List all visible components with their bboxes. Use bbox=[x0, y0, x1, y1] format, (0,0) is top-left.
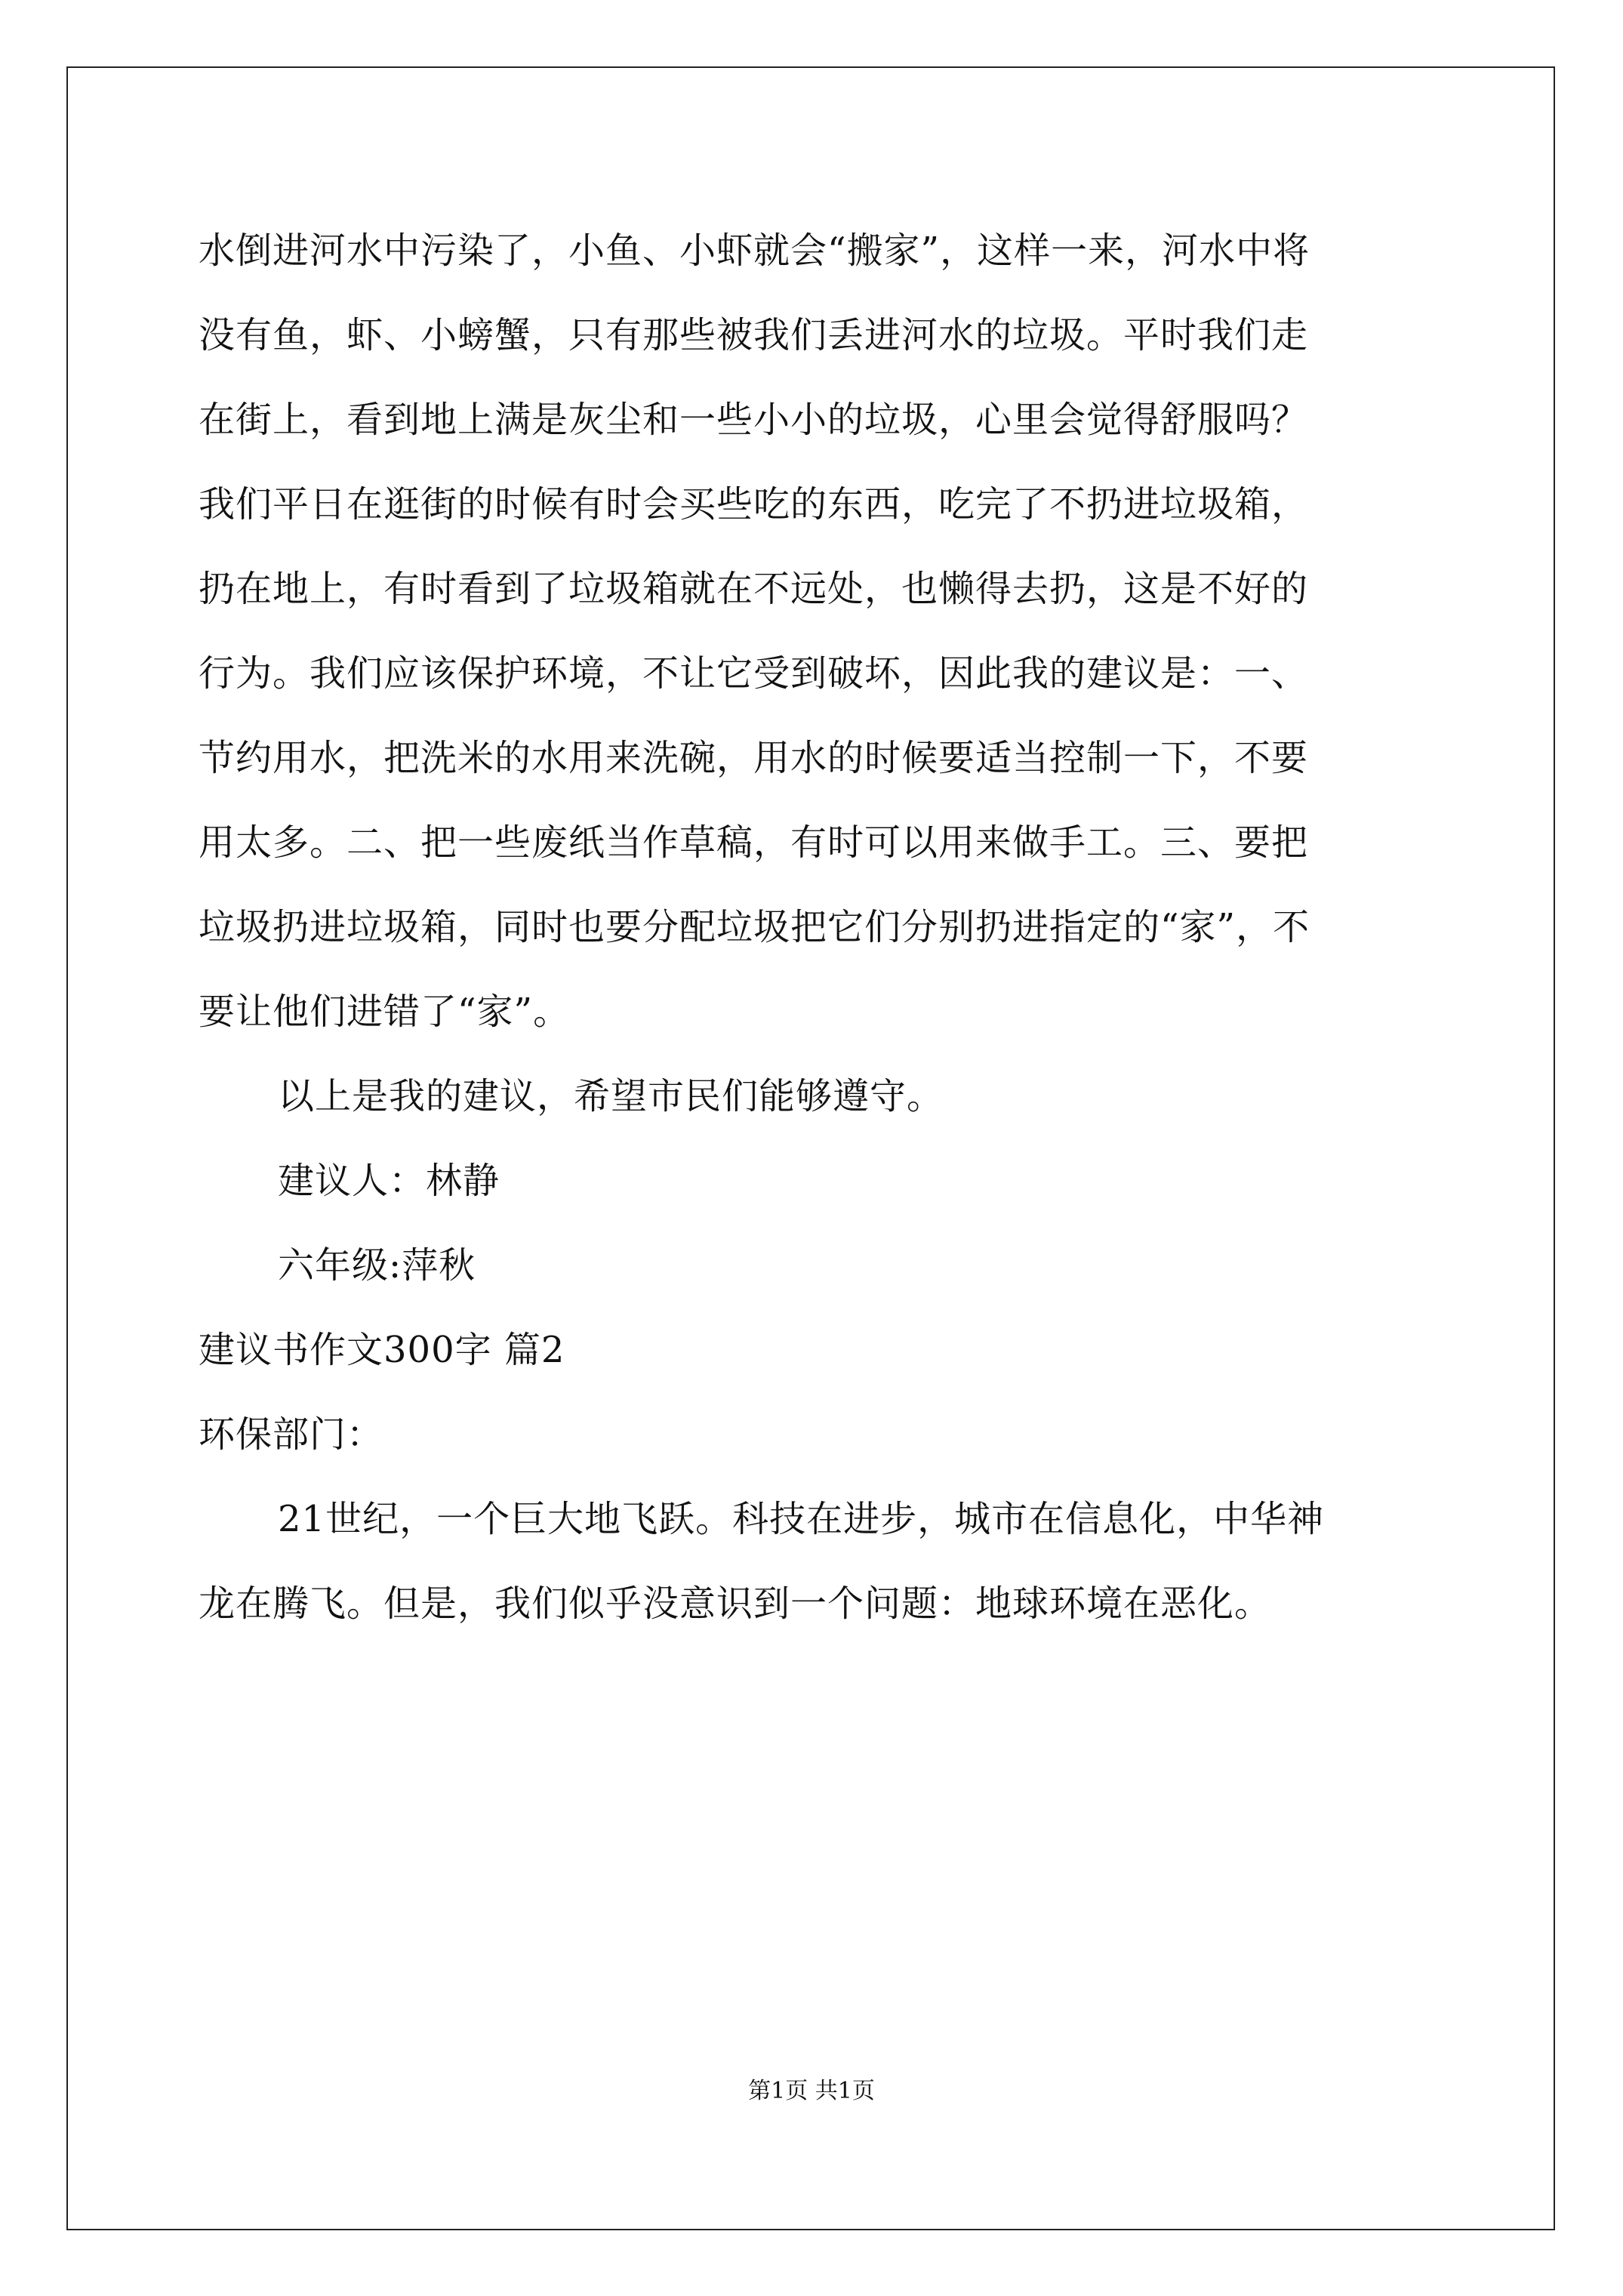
body-text-line: 21世纪，一个巨大地飞跃。科技在进步，城市在信息化，中华神 bbox=[278, 1498, 1325, 1540]
body-text-line: 行为。我们应该保护环境，不让它受到破坏，因此我的建议是：一、 bbox=[199, 652, 1309, 695]
body-text-line: 垃圾扔进垃圾箱，同时也要分配垃圾把它们分别扔进指定的“家”，不 bbox=[199, 906, 1310, 948]
body-text-line: 节约用水，把洗米的水用来洗碗，用水的时候要适当控制一下，不要 bbox=[199, 737, 1309, 779]
body-text-line: 没有鱼，虾、小螃蟹，只有那些被我们丢进河水的垃圾。平时我们走 bbox=[199, 314, 1309, 356]
body-text-line: 扔在地上，有时看到了垃圾箱就在不远处，也懒得去扔，这是不好的 bbox=[199, 568, 1309, 610]
signature-proposer: 建议人：林静 bbox=[278, 1160, 500, 1202]
page-number-footer: 第1页 共1页 bbox=[748, 2078, 875, 2104]
body-text-line: 用太多。二、把一些废纸当作草稿，有时可以用来做手工。三、要把 bbox=[199, 821, 1309, 864]
closing-paragraph: 以上是我的建议，希望市民们能够遵守。 bbox=[278, 1075, 944, 1117]
body-text-line: 水倒进河水中污染了，小鱼、小虾就会“搬家”，这样一来，河水中将 bbox=[199, 230, 1310, 272]
section-heading: 建议书作文300字 篇2 bbox=[199, 1329, 565, 1371]
body-text-line: 龙在腾飞。但是，我们似乎没意识到一个问题：地球环境在恶化。 bbox=[199, 1583, 1272, 1625]
page-border bbox=[66, 66, 1555, 2230]
body-text-line: 要让他们进错了“家”。 bbox=[199, 991, 571, 1033]
salutation: 环保部门： bbox=[199, 1413, 384, 1456]
body-text-line: 在街上，看到地上满是灰尘和一些小小的垃圾，心里会觉得舒服吗？ bbox=[199, 399, 1309, 441]
signature-grade: 六年级:萍秋 bbox=[278, 1244, 476, 1287]
body-text-line: 我们平日在逛街的时候有时会买些吃的东西，吃完了不扔进垃圾箱， bbox=[199, 483, 1309, 525]
